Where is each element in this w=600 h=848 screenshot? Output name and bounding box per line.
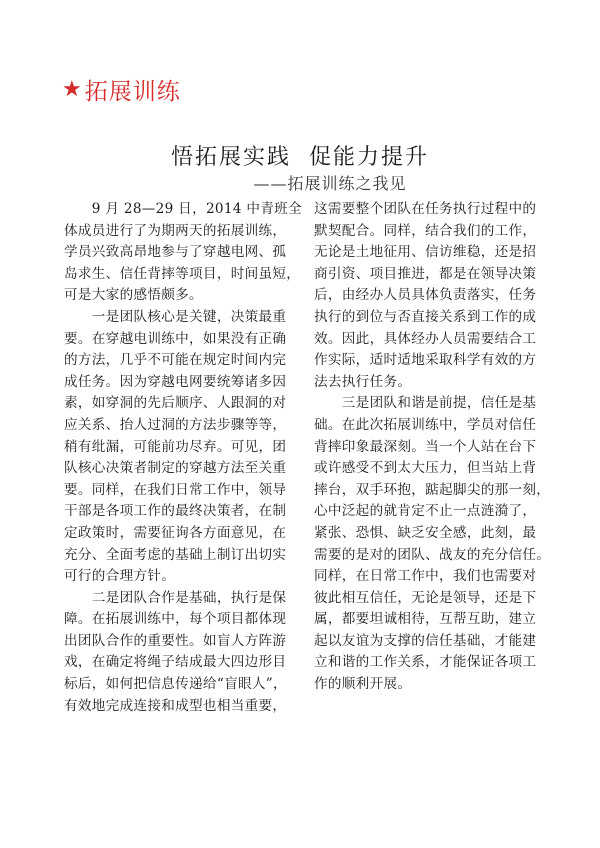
text-line: 法去执行任务。 bbox=[314, 373, 412, 390]
text-line: 体成员进行了为期两天的拓展训练， bbox=[64, 222, 287, 239]
text-line: 需要的是对的团队、战友的充分信任。 bbox=[314, 546, 551, 563]
text-line: 二是团队合作是基础，执行是保 bbox=[64, 589, 287, 606]
article-title: 悟拓展实践 促能力提升 bbox=[171, 145, 429, 170]
text-line: 9 月 28—29 日，2014 中青班全 bbox=[64, 201, 302, 217]
text-line: 岛求生、信任背摔等项目，时间虽短， bbox=[64, 265, 301, 282]
text-line: 作实际，适时适地采取科学有效的方 bbox=[314, 352, 537, 369]
text-line: 素，如穿洞的先后顺序、人跟洞的对 bbox=[64, 395, 287, 412]
section-header bbox=[62, 73, 181, 106]
text-line: 背摔印象最深刻。当一个人站在台下 bbox=[314, 438, 537, 455]
text-line: 应关系、抬人过洞的方法步骤等等， bbox=[64, 416, 287, 433]
section-header-label: 拓展训练 bbox=[84, 79, 181, 105]
left-column bbox=[64, 199, 302, 717]
article-subtitle: ——拓展训练之我见 bbox=[253, 174, 407, 193]
text-line: 无论是土地征用、信访维稳，还是招 bbox=[314, 244, 537, 261]
text-line: 戏，在确定将绳子结成最大四边形目 bbox=[64, 654, 287, 671]
text-line: 础。在此次拓展训练中，学员对信任 bbox=[314, 416, 537, 433]
text-line: 可是大家的感悟颇多。 bbox=[64, 287, 203, 304]
text-line: 充分、全面考虑的基础上制订出切实 bbox=[64, 546, 287, 563]
star-icon: ★ bbox=[62, 77, 83, 102]
text-line: 后，由经办人员具体负责落实，任务 bbox=[314, 287, 537, 304]
text-line: 起以友谊为支撑的信任基础，才能建 bbox=[314, 632, 537, 649]
text-line: 队核心决策者制定的穿越方法至关重 bbox=[64, 460, 287, 477]
text-line: 三是团队和谐是前提，信任是基 bbox=[314, 395, 537, 412]
text-line: 紧张、恐惧、缺乏安全感，此刻，最 bbox=[314, 524, 537, 541]
text-line: 要。在穿越电训练中，如果没有正确 bbox=[64, 330, 287, 347]
text-line: 干部是各项工作的最终决策者，在制 bbox=[64, 503, 287, 520]
text-line: 一是团队核心是关键，决策最重 bbox=[64, 308, 287, 325]
text-line: 作的顺利开展。 bbox=[314, 676, 412, 693]
text-line: 同样，在日常工作中，我们也需要对 bbox=[314, 568, 537, 585]
text-line: 有效地完成连接和成型也相当重要， bbox=[64, 697, 287, 714]
text-line: 标后，如何把信息传递给“盲眼人”， bbox=[64, 676, 287, 693]
text-line: 摔台，双手环抱，踮起脚尖的那一刻， bbox=[314, 481, 551, 498]
text-line: 默契配合。同样，结合我们的工作， bbox=[314, 222, 537, 239]
text-line: 商引资、项目推进，都是在领导决策 bbox=[314, 265, 537, 282]
text-line: 彼此相互信任，无论是领导，还是下 bbox=[314, 589, 537, 606]
text-line: 的方法，几乎不可能在规定时间内完 bbox=[64, 352, 287, 369]
text-line: 可行的合理方针。 bbox=[64, 568, 176, 585]
text-line: 属，都要坦诚相待，互帮互助，建立 bbox=[314, 611, 537, 628]
text-line: 成任务。因为穿越电网要统筹诸多因 bbox=[64, 373, 287, 390]
text-line: 定政策时，需要征询各方面意见，在 bbox=[64, 524, 287, 541]
text-line: 立和谐的工作关系，才能保证各项工 bbox=[314, 654, 537, 671]
text-line: 学员兴致高昂地参与了穿越电网、孤 bbox=[64, 244, 287, 261]
text-line: 要。同样，在我们日常工作中，领导 bbox=[64, 481, 287, 498]
text-line: 稍有纰漏，可能前功尽弃。可见，团 bbox=[64, 438, 287, 455]
text-line: 执行的到位与否直接关系到工作的成 bbox=[314, 308, 537, 325]
text-line: 出团队合作的重要性。如盲人方阵游 bbox=[64, 632, 287, 649]
text-line: 心中泛起的就肯定不止一点涟漪了， bbox=[314, 503, 537, 520]
text-line: 这需要整个团队在任务执行过程中的 bbox=[314, 201, 537, 217]
text-line: 或许感受不到太大压力，但当站上背 bbox=[314, 460, 537, 477]
text-line: 障。在拓展训练中，每个项目都体现 bbox=[64, 611, 287, 628]
right-column bbox=[314, 199, 552, 696]
text-line: 效。因此，具体经办人员需要结合工 bbox=[314, 330, 537, 347]
